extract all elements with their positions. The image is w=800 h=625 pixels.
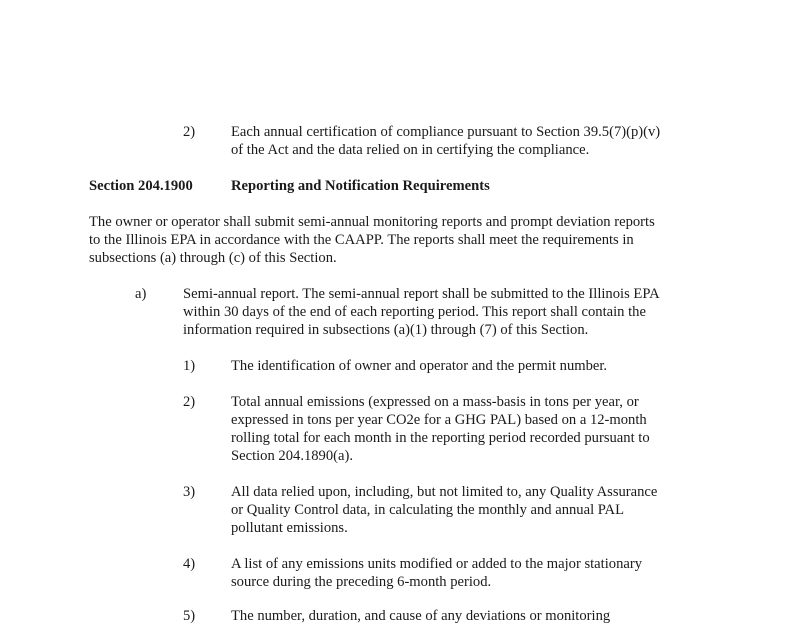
item-text-line: source during the preceding 6-month period. [231,574,492,590]
item-number: 5) [183,608,196,624]
item-text-line: Each annual certification of compliance pursuant to Section 39.5(7)(p)(v) [231,124,661,140]
item-number: 4) [183,556,196,572]
section-number: Section 204.1900 [89,178,193,194]
subsection-label: a) [135,286,147,302]
item-text-line: Total annual emissions (expressed on a mass-basis in tons per year, or [231,394,639,410]
intro-line: The owner or operator shall submit semi-annual monitoring reports and prompt deviation reports [89,214,655,230]
section-title: Reporting and Notification Requirements [231,178,490,194]
item-text-line: of the Act and the data relied on in certifying the compliance. [231,142,590,158]
subsection-line: Semi-annual report. The semi-annual report shall be submitted to the Illinois EPA [183,286,660,302]
item-number: 2) [183,394,196,410]
item-text-line: The number, duration, and cause of any deviations or monitoring [231,608,611,624]
item-text-line: The identification of owner and operator and the permit number. [231,358,608,374]
intro-line: to the Illinois EPA in accordance with the CAAPP. The reports shall meet the requirements in [89,232,634,248]
item-text-line: pollutant emissions. [231,520,348,536]
item-number: 3) [183,484,196,500]
item-text-line: All data relied upon, including, but not limited to, any Quality Assurance [231,484,658,500]
item-text-line: expressed in tons per year CO2e for a GHG PAL) based on a 12-month [231,412,647,428]
item-text-line: rolling total for each month in the reporting period recorded pursuant to [231,430,650,446]
item-text-line: Section 204.1890(a). [231,448,353,464]
item-number: 1) [183,358,196,374]
subsection-line: within 30 days of the end of each reporting period. This report shall contain the [183,304,646,320]
item-number: 2) [183,124,196,140]
item-text-line: or Quality Control data, in calculating the monthly and annual PAL [231,502,625,518]
item-text-line: A list of any emissions units modified or added to the major stationary [231,556,642,572]
subsection-line: information required in subsections (a)(1) through (7) of this Section. [183,322,589,338]
intro-line: subsections (a) through (c) of this Section. [89,250,337,266]
